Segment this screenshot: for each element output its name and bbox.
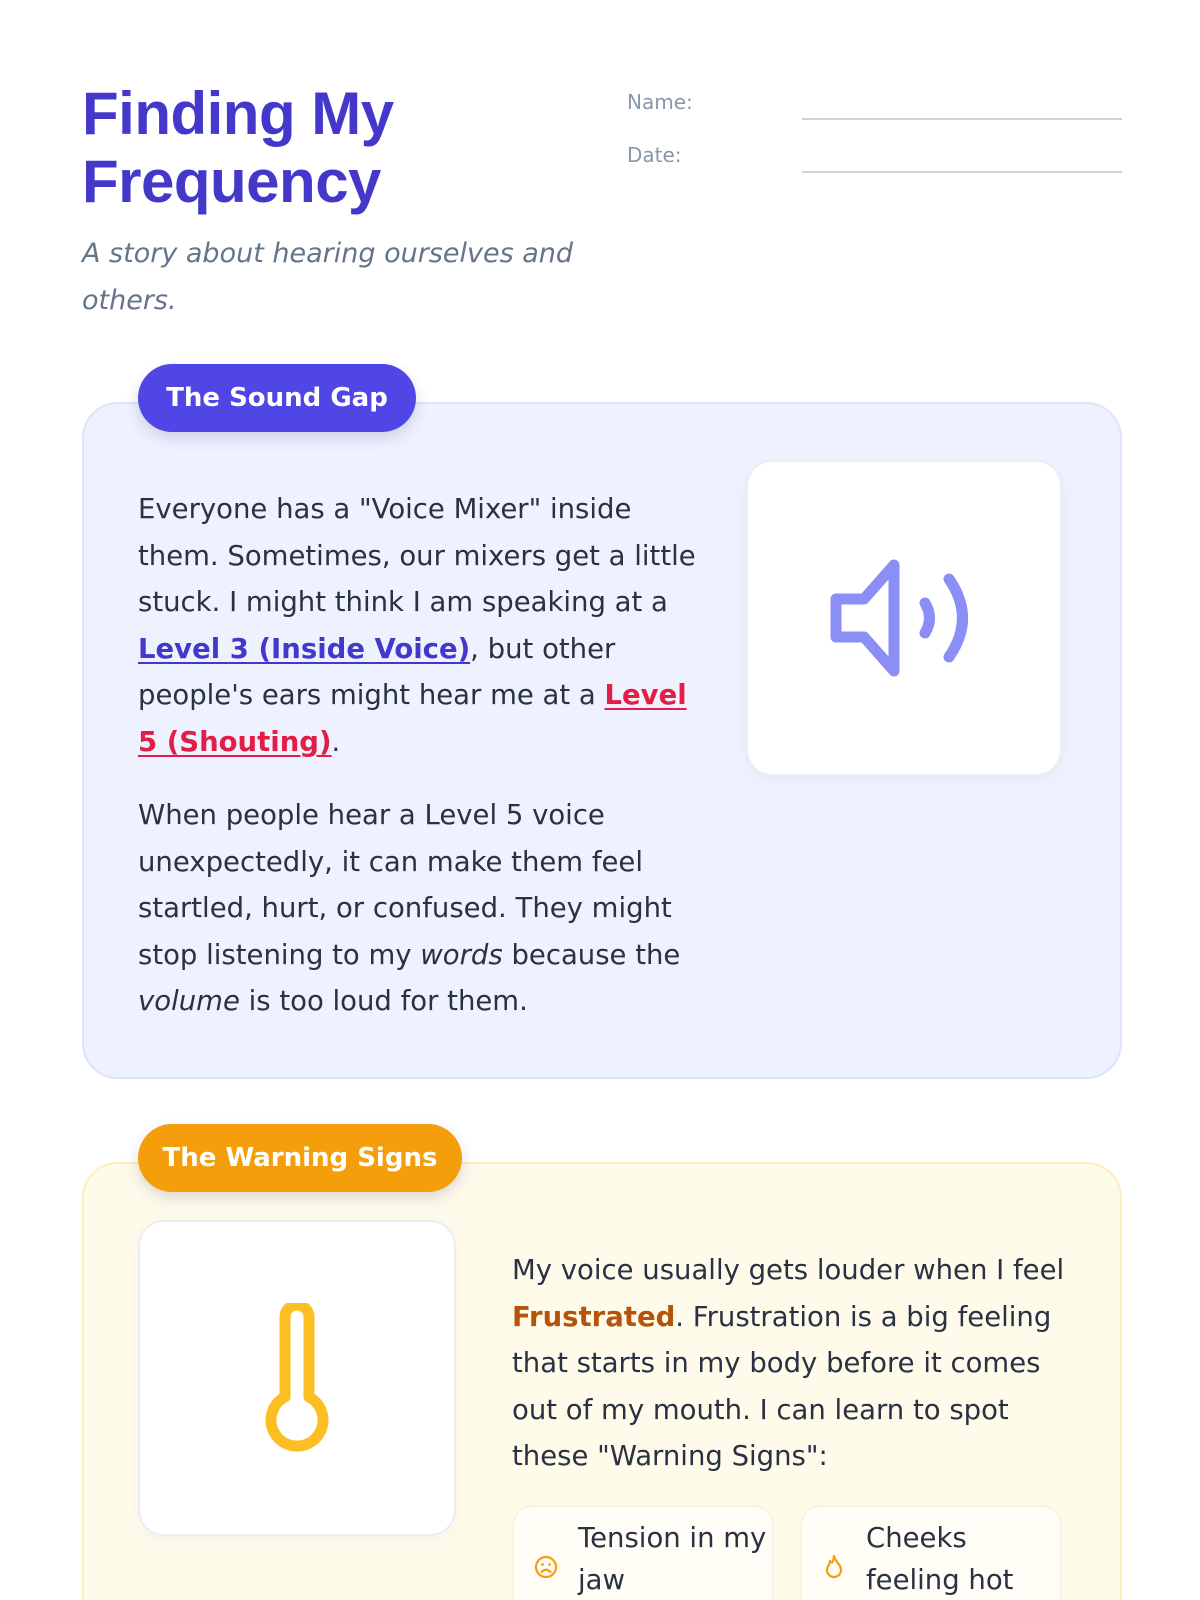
name-label: Name: <box>627 90 693 114</box>
frustrated-highlight: Frustrated <box>512 1300 676 1333</box>
warning-signs-tab: The Warning Signs <box>138 1124 462 1192</box>
volume-emphasis: volume <box>138 985 240 1017</box>
date-label: Date: <box>627 143 682 167</box>
p1-text-middle: , but other people's ears might hear me at a <box>138 632 616 711</box>
speaker-volume-icon <box>824 553 984 683</box>
sound-gap-tab: The Sound Gap <box>138 364 416 432</box>
ws-text-before: My voice usually gets louder when I feel <box>512 1254 1065 1286</box>
p1-text-before: Everyone has a "Voice Mixer" inside them. Sometimes, our mixers get a little stuck. I might think I am speaking at a <box>138 493 696 618</box>
p2-text-middle: because the <box>502 938 681 971</box>
name-field[interactable] <box>627 80 1122 133</box>
thermometer-icon <box>257 1303 337 1453</box>
flame-icon <box>820 1553 848 1581</box>
page-title: Finding My Frequency <box>82 80 394 215</box>
warning-signs-paragraph <box>512 1247 1072 1480</box>
speaker-illustration <box>746 460 1062 776</box>
level-5-highlight: Level 5 (Shouting) <box>138 679 687 758</box>
sign-label-jaw: Tension in my jaw <box>578 1522 767 1596</box>
date-line[interactable] <box>802 171 1122 173</box>
p2-text-after: is too loud for them. <box>239 985 528 1017</box>
ws-text-after: . Frustration is a big feeling that starts in my body before it comes out of my mouth. I can learn to spot these "Warning Signs": <box>512 1300 1052 1472</box>
warning-sign-item <box>800 1505 1062 1600</box>
name-line[interactable] <box>802 118 1122 120</box>
thermometer-illustration <box>138 1220 456 1536</box>
p2-text-before: When people hear a Level 5 voice unexpectedly, it can make them feel startled, hurt, or confused. They might stop listening to my <box>138 799 672 971</box>
p1-text-after: . <box>331 725 341 758</box>
sound-gap-paragraph-2 <box>138 792 698 1025</box>
level-3-highlight: Level 3 (Inside Voice) <box>138 632 471 665</box>
sound-gap-paragraph-1 <box>138 486 698 765</box>
student-info <box>627 80 1122 186</box>
words-emphasis: words <box>420 938 503 971</box>
frown-face-icon <box>532 1553 560 1581</box>
warning-sign-item <box>512 1505 774 1600</box>
page-subtitle: A story about hearing ourselves and others. <box>82 238 574 316</box>
sign-label-cheeks: Cheeks feeling hot <box>866 1522 1014 1596</box>
worksheet-header <box>82 80 1122 320</box>
date-field[interactable] <box>627 133 1122 186</box>
